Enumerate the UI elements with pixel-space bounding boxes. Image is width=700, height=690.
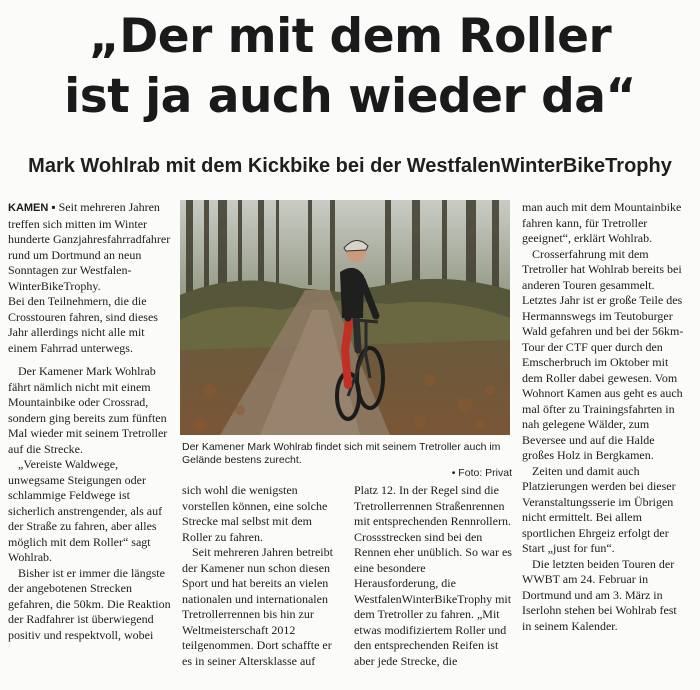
paragraph: Die letzten beiden Touren der WWBT am 24. Februar in Dortmund und am 3. März in Iserlohn stehen bei Wohlrab fest in seinem Kalender. xyxy=(522,556,677,633)
paragraph: Zeiten und damit auch Platzierungen werden bei dieser Veranstaltungsserie im Übrigen nicht ermittelt. Bei allem sportlichen Ehrgeiz erfolgt der Start „just for fun“. xyxy=(522,463,676,555)
photo-caption xyxy=(182,441,512,480)
paragraph xyxy=(8,200,172,294)
headline-line-2: ist ja auch wieder da“ xyxy=(64,69,636,124)
forest-cyclist-image xyxy=(180,200,510,435)
paragraph: sich wohl die wenigsten vorstellen können, eine solche Strecke mal selbst mit dem Roller zu fahren. xyxy=(182,483,328,544)
dateline: KAMEN xyxy=(8,202,49,214)
paragraph: Bisher ist er immer die längste der angebotenen Strecken gefahren, die 50km. Die Reaktion der Radfahrer ist überwiegend positiv und respektvoll, wobei xyxy=(8,565,171,642)
lead-text: Seit mehreren Jahren treffen sich mitten im Winter hunderte Ganzjahresfahrradfahrer rund um Dortmund an neun Sonntagen zur Westfalen-WinterBikeTrophy. xyxy=(8,200,171,293)
paragraph: Der Kamener Mark Wohlrab fährt nämlich nicht mit einem Mountainbike oder Crossrad, sondern ging bereits zum fünften Mal wieder mit seinem Tretroller auf die Strecke. xyxy=(8,364,168,456)
article-column-1 xyxy=(8,200,172,643)
headline-line-1: „Der mit dem Roller xyxy=(88,9,612,64)
article-column-2 xyxy=(182,483,342,669)
paragraph: Crosserfahrung mit dem Tretroller hat Wohlrab bereits bei anderen Touren gesammelt. Letztes Jahr ist er große Teile des Hermannswegs im Teutoburger Wald gefahren und bei der 56km-Tour der CTF quer durch den Emscherbruch im Oktober mit dem Roller dabei gewesen. Vom Wohnort Kamen aus geht es auch mal öfter zu Trainingsfahrten in nah gelegene Wälder, zum Beversee und auf die Halde großes Holz in Bergkamen. xyxy=(522,246,684,462)
photo-credit: • Foto: Privat xyxy=(451,467,512,479)
paragraph: Seit mehreren Jahren betreibt der Kamener nun schon diesen Sport und hat bereits an vielen nationalen und internationalen Tretrollerrennen bis hin zur Weltmeisterschaft 2012 teilgenommen. Dort schaffte er es in seiner Altersklasse auf xyxy=(182,545,333,668)
subheadline: Mark Wohlrab mit dem Kickbike bei der WestfalenWinterBikeTrophy xyxy=(28,155,672,177)
article-photo xyxy=(180,200,510,435)
dateline-separator: ▪ xyxy=(48,200,59,214)
caption-text: Der Kamener Mark Wohlrab findet sich mit seinem Tretroller auch im Gelände bestens zurecht. xyxy=(182,441,501,466)
paragraph: Bei den Teilnehmern, die die Crosstouren fahren, sind dieses Jahr allerdings nicht alle mit einem Fahrrad unterwegs. xyxy=(8,294,158,355)
paragraph: man auch mit dem Mountainbike fahren kann, für Tretroller geeignet“, erklärt Wohlrab. xyxy=(522,200,682,245)
paragraph: Platz 12. In der Regel sind die Tretrollerrennen Straßenrennen mit entsprechenden Rennrollern. Crossstrecken sind bei den Rennen eher unüblich. So war es eine besondere Herausforderung, die WestfalenWinterBikeTrophy mit dem Tretroller zu fahren. „Mit etwas modifiziertem Roller und den entsprechenden Reifen ist aber jede Strecke, die xyxy=(354,483,512,668)
paragraph: „Vereiste Waldwege, unwegsame Steigungen oder schlammige Feldwege ist sicherlich anstrengender, als auf der Straße zu fahren, aber alles möglich mit dem Roller“ sagt Wohlrab. xyxy=(8,457,163,564)
article-column-3 xyxy=(354,483,512,669)
article-column-4 xyxy=(522,200,688,634)
